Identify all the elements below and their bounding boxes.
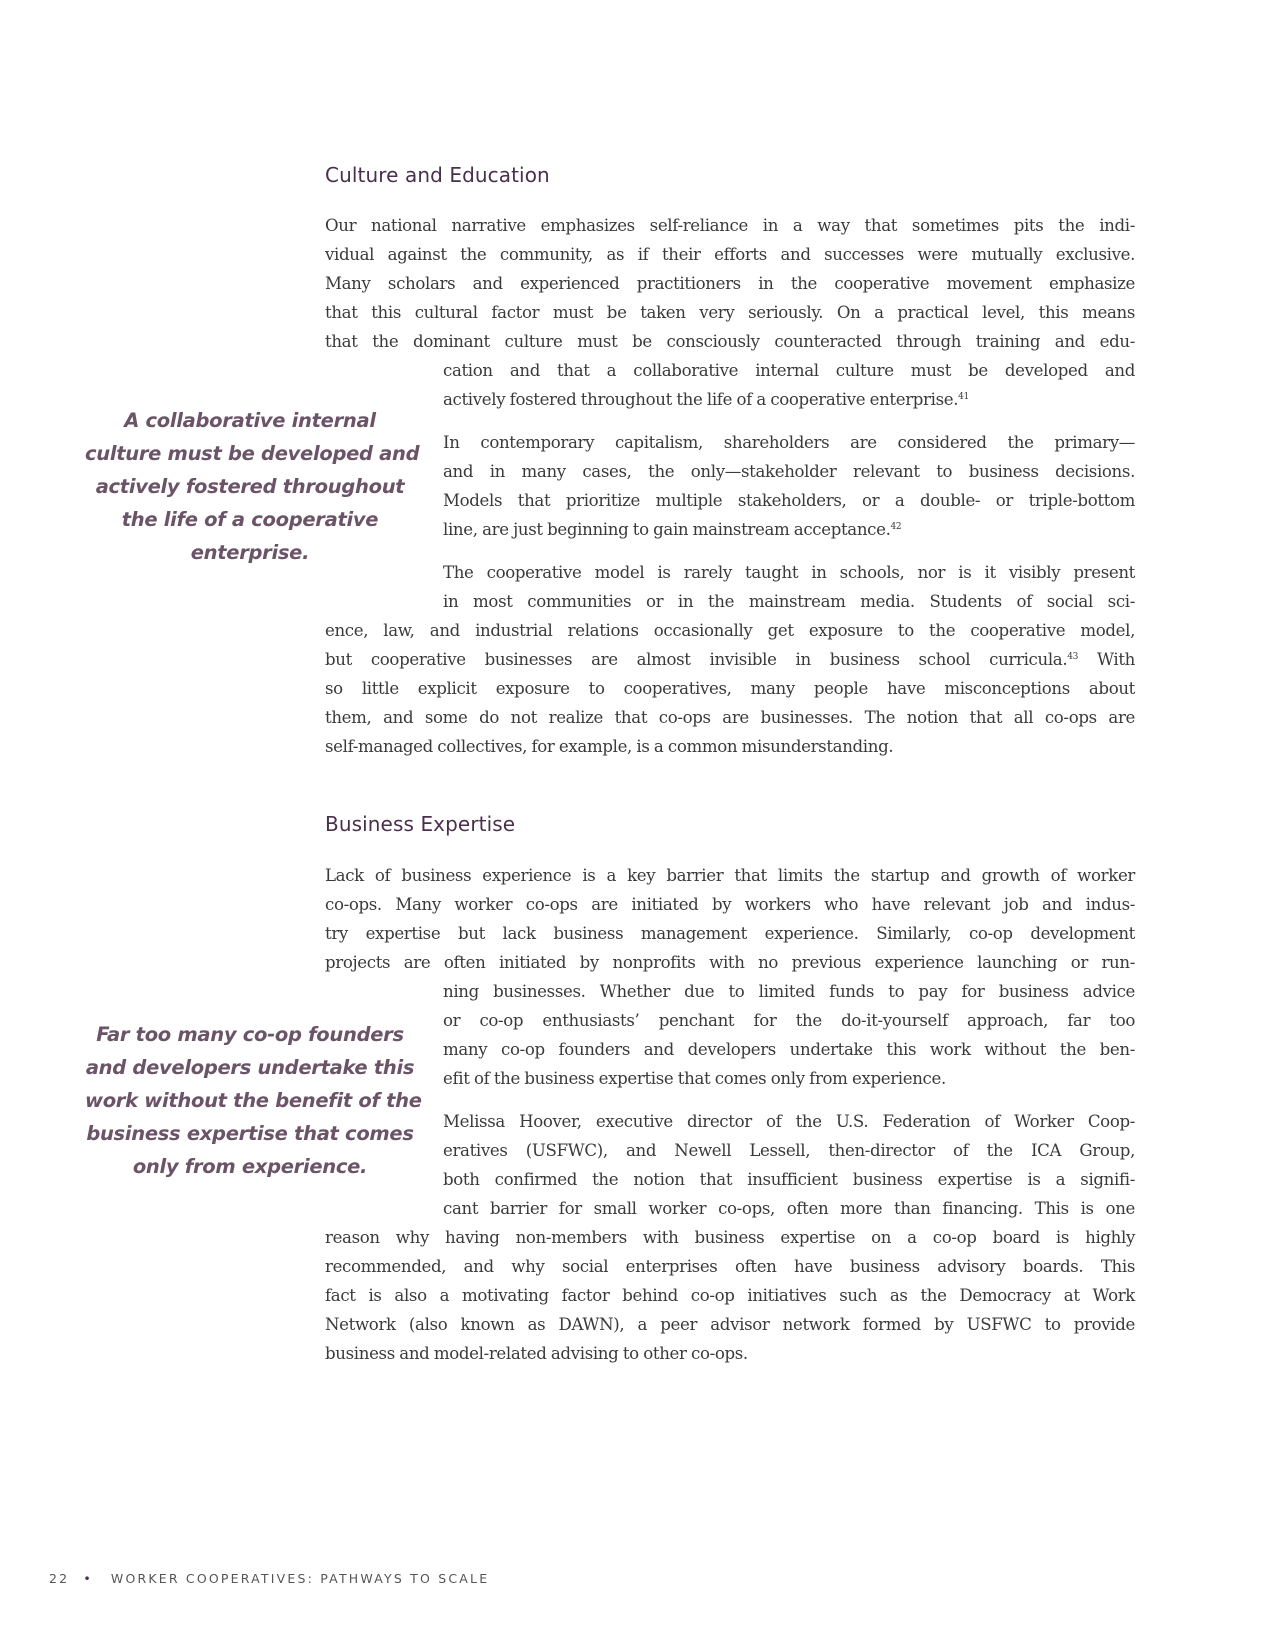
text-line: in most communities or in the mainstream media. Students of social sci- (443, 592, 1135, 611)
text-line (325, 385, 1135, 414)
text-line: and in many cases, the only—stakeholder relevant to business decisions. (443, 462, 1135, 481)
text-line: self-managed collectives, for example, is a common misunderstanding. (325, 737, 894, 756)
pullquote-line: A collaborative internal (124, 409, 376, 432)
footer-bullet-icon: • (83, 1571, 93, 1586)
text-line-content: line, are just beginning to gain mainstream acceptance. (443, 520, 891, 539)
paragraph (325, 1107, 1135, 1368)
page-footer (49, 1571, 489, 1586)
text-line: try expertise but lack business management experience. Similarly, co-op development (325, 924, 1135, 943)
body-section-culture-education (325, 211, 1135, 761)
text-line: The cooperative model is rarely taught in schools, nor is it visibly present (443, 563, 1135, 582)
text-line (325, 645, 1135, 674)
body-section-business-expertise (325, 861, 1135, 1368)
paragraph (325, 428, 1135, 544)
text-line: Lack of business experience is a key barrier that limits the startup and growth of worker (325, 866, 1135, 885)
pullquote-business (85, 1018, 422, 1183)
pullquote-line: actively fostered throughout (95, 475, 405, 498)
text-line: that this cultural factor must be taken very seriously. On a practical level, this means (325, 303, 1135, 322)
pullquote-culture (85, 404, 420, 569)
text-line: that the dominant culture must be consciously counteracted through training and edu- (325, 332, 1135, 351)
pullquote-line: business expertise that comes (86, 1122, 414, 1145)
text-line: vidual against the community, as if their efforts and successes were mutually exclusive. (325, 245, 1135, 264)
pullquote-line: work without the benefit of the (85, 1089, 422, 1112)
text-line: reason why having non-members with business expertise on a co-op board is highly (325, 1228, 1135, 1247)
text-line: co-ops. Many worker co-ops are initiated by workers who have relevant job and indus- (325, 895, 1135, 914)
text-line: or co-op enthusiasts’ penchant for the do-it-yourself approach, far too (443, 1011, 1135, 1030)
pullquote-line: Far too many co-op founders (96, 1023, 404, 1046)
paragraph (325, 558, 1135, 761)
pullquote-line: enterprise. (190, 541, 310, 564)
text-line-content: actively fostered throughout the life of a cooperative enterprise. (443, 390, 959, 409)
text-line: In contemporary capitalism, shareholders are considered the primary— (443, 433, 1135, 452)
text-line-content: With (1096, 650, 1135, 669)
text-line: so little explicit exposure to cooperatives, many people have misconceptions about (325, 679, 1135, 698)
text-line: Models that prioritize multiple stakeholders, or a double- or triple-bottom (443, 491, 1135, 510)
text-line: recommended, and why social enterprises often have business advisory boards. This (325, 1257, 1135, 1276)
text-line: ence, law, and industrial relations occasionally get exposure to the cooperative model, (325, 621, 1135, 640)
text-line: both confirmed the notion that insufficient business expertise is a signifi- (443, 1170, 1135, 1189)
text-line: fact is also a motivating factor behind co-op initiatives such as the Democracy at Work (325, 1286, 1135, 1305)
text-line: Network (also known as DAWN), a peer advisor network formed by USFWC to provide (325, 1315, 1135, 1334)
paragraph (325, 211, 1135, 414)
pullquote-line: and developers undertake this (85, 1056, 415, 1079)
text-line (325, 515, 1135, 544)
text-line-content: but cooperative businesses are almost invisible in business school curricula. (325, 650, 1068, 669)
pullquote-line: the life of a cooperative (121, 508, 379, 531)
section-heading-culture-education: Culture and Education (325, 163, 550, 187)
footnote-ref: 42 (890, 522, 902, 532)
text-line: business and model-related advising to other co-ops. (325, 1344, 748, 1363)
pullquote-line: only from experience. (132, 1155, 368, 1178)
paragraph (325, 861, 1135, 1093)
text-line: Many scholars and experienced practitioners in the cooperative movement emphasize (325, 274, 1135, 293)
text-line: Our national narrative emphasizes self-reliance in a way that sometimes pits the indi- (325, 216, 1135, 235)
text-line: them, and some do not realize that co-ops are businesses. The notion that all co-ops are (325, 708, 1135, 727)
text-line: many co-op founders and developers undertake this work without the ben- (443, 1040, 1135, 1059)
text-line: ning businesses. Whether due to limited funds to pay for business advice (443, 982, 1135, 1001)
publication-title: WORKER COOPERATIVES: PATHWAYS TO SCALE (110, 1571, 490, 1586)
text-line: eratives (USFWC), and Newell Lessell, then-director of the ICA Group, (443, 1141, 1135, 1160)
text-line: cant barrier for small worker co-ops, often more than financing. This is one (443, 1199, 1135, 1218)
text-line: cation and that a collaborative internal culture must be developed and (443, 361, 1135, 380)
footnote-ref: 43 (1067, 652, 1079, 662)
section-heading-business-expertise: Business Expertise (325, 812, 516, 836)
text-line: efit of the business expertise that comes only from experience. (443, 1069, 946, 1088)
text-line: Melissa Hoover, executive director of the U.S. Federation of Worker Coop- (443, 1112, 1135, 1131)
footnote-ref: 41 (958, 392, 969, 402)
pullquote-line: culture must be developed and (85, 442, 420, 465)
page-number: 22 (49, 1571, 70, 1586)
text-line: projects are often initiated by nonprofits with no previous experience launching or run- (325, 953, 1135, 972)
